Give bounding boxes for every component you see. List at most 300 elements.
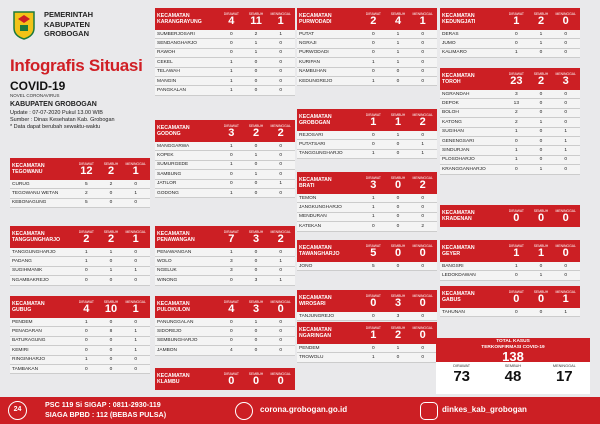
village-sembuh: 0 (254, 88, 258, 94)
district-name: KECAMATAN GEYER (442, 244, 475, 257)
village-row (440, 165, 580, 174)
village-sembuh: 0 (254, 181, 258, 187)
village-name: KEBONAGUNG (12, 200, 47, 206)
village-meninggal: 0 (421, 78, 425, 84)
village-dirawat: 0 (230, 153, 233, 159)
dirawat-label: DIRAWAT (365, 325, 381, 330)
district-name: KECAMATAN PENAWANGAN (157, 230, 195, 243)
village-meninggal: 0 (134, 366, 138, 372)
village-name: TANGGUNGHARJO (12, 249, 56, 255)
village-dirawat: 0 (372, 69, 375, 75)
district-table (440, 240, 580, 281)
village-meninggal: 1 (134, 191, 138, 197)
village-dirawat: 13 (513, 101, 519, 107)
village-dirawat: 1 (230, 190, 233, 196)
district-dirawat-total: 3 (228, 126, 235, 139)
total-cases-panel (436, 338, 590, 394)
village-sembuh: 0 (539, 110, 543, 116)
district-meninggal-total: 2 (419, 178, 426, 191)
district-sembuh-total: 3 (252, 232, 260, 245)
village-row (155, 327, 295, 336)
village-name: PENAWANGAN (157, 249, 192, 255)
village-name: KOPEK (157, 153, 174, 159)
village-row (440, 271, 580, 280)
village-row (155, 170, 295, 179)
village-sembuh: 0 (109, 357, 113, 363)
village-meninggal: 2 (421, 223, 425, 229)
district-meninggal-total: 2 (277, 232, 284, 245)
village-name: SUGIHMANIK (12, 268, 43, 274)
sembuh-label: SEMBUH (390, 243, 406, 248)
village-dirawat: 0 (230, 181, 233, 187)
village-row (155, 30, 295, 39)
village-dirawat: 1 (515, 157, 518, 163)
village-dirawat: 0 (230, 277, 233, 283)
village-dirawat: 0 (515, 273, 518, 279)
village-meninggal: 0 (134, 277, 138, 283)
village-meninggal: 0 (134, 200, 138, 206)
footer-contacts (45, 400, 166, 420)
village-sembuh: 0 (539, 309, 543, 315)
district-sembuh-total: 0 (537, 211, 545, 224)
district-table (297, 8, 437, 86)
village-sembuh: 0 (109, 191, 113, 197)
district-sembuh-total: 10 (104, 302, 118, 315)
district-sembuh-total: 0 (252, 374, 260, 387)
village-dirawat: 0 (230, 319, 233, 325)
village-row (155, 346, 295, 355)
village-row (155, 337, 295, 346)
district-header (297, 172, 437, 194)
village-meninggal: 1 (134, 329, 138, 335)
district-header (297, 290, 437, 312)
village-dirawat: 0 (515, 166, 518, 172)
district-meninggal-total: 1 (277, 14, 284, 27)
village-sembuh: 0 (396, 69, 400, 75)
village-sembuh: 2 (109, 181, 113, 187)
village-sembuh: 0 (539, 157, 543, 163)
kabupaten-label: KABUPATEN GROBOGAN (10, 101, 97, 108)
district-dirawat-total: 23 (510, 74, 523, 87)
district-table (155, 8, 295, 96)
village-row (155, 189, 295, 198)
village-dirawat: 0 (515, 31, 518, 37)
village-meninggal: 1 (134, 338, 138, 344)
district-dirawat-total: 4 (228, 14, 235, 27)
sembuh-label: SEMBUH (533, 289, 549, 294)
village-row (440, 262, 580, 271)
village-meninggal: 0 (421, 41, 425, 47)
district-dirawat-total: 2 (83, 232, 90, 245)
village-sembuh: 0 (109, 347, 113, 353)
village-meninggal: 0 (134, 181, 138, 187)
district-name: KECAMATAN KARANGRAYUNG (157, 12, 202, 25)
village-name: JANGKUNGHARJO (299, 205, 342, 211)
district-dirawat-total: 1 (370, 115, 377, 128)
website-link[interactable]: corona.grobogan.go.id (260, 405, 348, 414)
district-meninggal-total: 0 (562, 246, 569, 259)
district-table (297, 172, 437, 232)
village-name: JAMBON (157, 347, 177, 353)
village-dirawat: 0 (372, 223, 375, 229)
district-name: KECAMATAN GABUS (442, 290, 475, 303)
dirawat-label: DIRAWAT (78, 229, 94, 234)
village-dirawat: 0 (230, 338, 233, 344)
village-row (155, 257, 295, 266)
village-row (155, 180, 295, 189)
village-sembuh: 0 (396, 223, 400, 229)
village-dirawat: 2 (515, 119, 518, 125)
district-meninggal-total: 0 (562, 211, 569, 224)
village-name: BOLOH (442, 110, 459, 116)
district-table (297, 322, 437, 363)
village-name: TEMON (299, 195, 317, 201)
village-name: KRANGGANHARJO (442, 166, 486, 172)
village-row (440, 308, 580, 317)
village-name: SINDURJAN (442, 148, 470, 154)
village-row (10, 327, 150, 336)
village-sembuh: 1 (396, 345, 400, 351)
district-table (10, 226, 150, 286)
meninggal-label: MENINGGAL (412, 243, 433, 248)
total-dirawat-label: DIRAWAT (453, 364, 471, 368)
village-name: PADANG (12, 259, 32, 265)
sembuh-label: SEMBUH (248, 123, 264, 128)
grobogan-crest-icon (12, 10, 36, 40)
district-name: KECAMATAN GROBOGAN (299, 113, 332, 126)
village-dirawat: 0 (230, 171, 233, 177)
village-sembuh: 0 (254, 78, 258, 84)
village-name: GENENGSARI (442, 138, 474, 144)
meninggal-label: MENINGGAL (555, 243, 576, 248)
meninggal-label: MENINGGAL (555, 208, 576, 213)
village-row (440, 49, 580, 58)
village-row (440, 109, 580, 118)
district-sembuh-total: 2 (252, 126, 260, 139)
village-sembuh: 0 (254, 329, 258, 335)
village-name: RINGINHARJO (12, 357, 46, 363)
village-dirawat: 0 (230, 329, 233, 335)
village-row (10, 189, 150, 198)
village-meninggal: 0 (279, 268, 283, 274)
village-meninggal: 0 (564, 157, 568, 163)
village-dirawat: 1 (230, 162, 233, 168)
village-row (440, 39, 580, 48)
district-meninggal-total: 2 (277, 126, 284, 139)
village-dirawat: 1 (372, 78, 375, 84)
sembuh-label: SEMBUH (103, 299, 119, 304)
village-dirawat: 1 (230, 88, 233, 94)
village-meninggal: 0 (279, 162, 283, 168)
village-meninggal: 0 (421, 132, 425, 138)
district-name: KECAMATAN TAWANGHARJO (299, 244, 340, 257)
district-meninggal-total: 1 (132, 164, 139, 177)
village-sembuh: 1 (539, 273, 543, 279)
psc-line: PSC 119 Si SIGAP : 0811-2930-119 (45, 400, 161, 409)
village-name: MANGGARWA (157, 143, 190, 149)
district-dirawat-total: 1 (513, 14, 520, 27)
village-name: TANGGUNGHARJO (299, 151, 343, 157)
district-header (155, 296, 295, 318)
village-sembuh: 0 (539, 148, 543, 154)
village-sembuh: 0 (254, 347, 258, 353)
village-row (297, 39, 437, 48)
total-title: TOTAL KASUS TERKONFIRMASI COVID-19 (481, 339, 545, 350)
village-row (10, 180, 150, 189)
sembuh-label: SEMBUH (390, 325, 406, 330)
district-meninggal-total: 1 (132, 232, 139, 245)
district-name: KECAMATAN NGARINGAN (299, 326, 332, 339)
village-meninggal: 0 (279, 319, 283, 325)
village-name: DERAS (442, 31, 459, 37)
village-meninggal: 0 (279, 153, 283, 159)
village-name: RAWOH (157, 50, 176, 56)
village-name: MANGIN (157, 78, 177, 84)
village-sembuh: 0 (539, 129, 543, 135)
village-sembuh: 0 (109, 259, 113, 265)
district-meninggal-total: 0 (419, 246, 426, 259)
meninggal-label: MENINGGAL (270, 123, 291, 128)
village-dirawat: 1 (372, 59, 375, 65)
village-row (297, 312, 437, 321)
village-sembuh: 0 (254, 249, 258, 255)
village-meninggal: 1 (564, 138, 568, 144)
village-dirawat: 0 (372, 142, 375, 148)
village-meninggal: 0 (279, 41, 283, 47)
village-sembuh: 0 (254, 268, 258, 274)
district-dirawat-total: 2 (370, 14, 377, 27)
dirawat-label: DIRAWAT (508, 11, 524, 16)
village-sembuh: 1 (254, 41, 258, 47)
meninggal-label: MENINGGAL (412, 325, 433, 330)
village-dirawat: 1 (372, 195, 375, 201)
district-sembuh-total: 1 (537, 246, 545, 259)
village-meninggal: 0 (279, 143, 283, 149)
district-name: KECAMATAN TEGOWANU (12, 162, 45, 175)
village-sembuh: 0 (109, 277, 113, 283)
village-dirawat: 3 (230, 259, 233, 265)
village-sembuh: 8 (109, 329, 113, 335)
footer-bar (0, 397, 600, 424)
village-row (10, 365, 150, 374)
district-dirawat-total: 0 (513, 292, 520, 305)
village-name: TAHUNAN (442, 309, 465, 315)
village-name: TANJUNGREJO (299, 313, 335, 319)
village-row (10, 356, 150, 365)
village-row (155, 151, 295, 160)
village-sembuh: 3 (254, 277, 258, 283)
village-meninggal: 0 (279, 59, 283, 65)
sembuh-label: SEMBUH (390, 293, 406, 298)
village-name: PANGKALAN (157, 88, 186, 94)
village-name: SAMBUNG (157, 171, 182, 177)
village-meninggal: 0 (421, 313, 425, 319)
village-dirawat: 1 (230, 249, 233, 255)
village-sembuh: 1 (396, 50, 400, 56)
village-row (297, 49, 437, 58)
village-dirawat: 5 (85, 200, 88, 206)
district-header (440, 68, 580, 90)
village-meninggal: 0 (421, 214, 425, 220)
district-sembuh-total: 1 (394, 115, 402, 128)
village-meninggal: 0 (421, 355, 425, 361)
village-name: NGRAJI (299, 41, 317, 47)
village-name: WINONG (157, 277, 178, 283)
village-dirawat: 0 (515, 41, 518, 47)
village-row (10, 276, 150, 285)
village-dirawat: 4 (230, 347, 233, 353)
district-table (297, 109, 437, 159)
district-header (155, 368, 295, 390)
total-sembuh-label: SEMBUH (504, 364, 522, 368)
village-row (10, 248, 150, 257)
village-row (10, 267, 150, 276)
dirawat-label: DIRAWAT (365, 243, 381, 248)
total-value: 138 (502, 349, 524, 365)
district-header (155, 120, 295, 142)
village-sembuh: 0 (396, 355, 400, 361)
village-name: NAMBUHAN (299, 69, 327, 75)
village-name: KEMIRI (12, 347, 29, 353)
district-header (440, 205, 580, 227)
village-sembuh: 3 (396, 313, 400, 319)
village-dirawat: 0 (230, 50, 233, 56)
village-meninggal: 0 (421, 195, 425, 201)
village-sembuh: 1 (539, 31, 543, 37)
village-row (10, 346, 150, 355)
village-sembuh: 1 (109, 268, 113, 274)
district-table (440, 286, 580, 317)
sembuh-label: SEMBUH (248, 229, 264, 234)
village-dirawat: 5 (85, 181, 88, 187)
village-name: TEGOWANU WETAN (12, 191, 59, 197)
village-name: PUTAT (299, 31, 315, 37)
village-row (155, 318, 295, 327)
district-meninggal-total: 2 (419, 115, 426, 128)
total-dirawat: 73 (453, 368, 470, 385)
district-header (297, 240, 437, 262)
village-row (440, 118, 580, 127)
village-dirawat: 0 (85, 268, 88, 274)
meninggal-label: MENINGGAL (412, 175, 433, 180)
village-meninggal: 1 (279, 31, 283, 37)
village-row (440, 90, 580, 99)
village-name: TROWOLU (299, 355, 324, 361)
district-meninggal-total: 0 (419, 328, 426, 341)
village-sembuh: 0 (109, 338, 113, 344)
sembuh-label: SEMBUH (103, 161, 119, 166)
district-table (10, 158, 150, 208)
village-name: LEDOKDAWAN (442, 273, 476, 279)
village-dirawat: 0 (515, 138, 518, 144)
district-meninggal-total: 1 (132, 302, 139, 315)
total-meninggal: 17 (555, 368, 573, 385)
district-sembuh-total: 3 (394, 296, 402, 309)
village-row (297, 30, 437, 39)
village-dirawat: 1 (372, 205, 375, 211)
meninggal-label: MENINGGAL (412, 11, 433, 16)
district-dirawat-total: 12 (80, 164, 93, 177)
village-sembuh: 1 (109, 249, 113, 255)
village-meninggal: 1 (564, 309, 568, 315)
village-row (155, 276, 295, 285)
village-sembuh: 0 (254, 259, 258, 265)
village-meninggal: 0 (134, 259, 138, 265)
village-meninggal: 1 (279, 277, 283, 283)
village-sembuh: 1 (396, 31, 400, 37)
sembuh-label: SEMBUH (533, 71, 549, 76)
village-sembuh: 0 (396, 195, 400, 201)
village-dirawat: 1 (372, 151, 375, 157)
district-sembuh-total: 11 (250, 14, 262, 27)
village-meninggal: 0 (421, 50, 425, 56)
village-meninggal: 0 (421, 345, 425, 351)
village-meninggal: 0 (564, 263, 568, 269)
meninggal-label: MENINGGAL (555, 71, 576, 76)
village-name: SIDOREJO (157, 329, 182, 335)
district-sembuh-total: 2 (107, 232, 115, 245)
meninggal-label: MENINGGAL (270, 371, 291, 376)
village-meninggal: 1 (564, 148, 568, 154)
village-name: BATURAGUNG (12, 338, 46, 344)
village-dirawat: 1 (230, 69, 233, 75)
village-row (297, 68, 437, 77)
meninggal-label: MENINGGAL (270, 11, 291, 16)
instagram-handle[interactable]: dinkes_kab_grobogan (442, 405, 527, 414)
district-header (155, 226, 295, 248)
village-meninggal: 0 (134, 249, 138, 255)
district-header (10, 226, 150, 248)
district-meninggal-total: 0 (562, 14, 569, 27)
district-header (440, 240, 580, 262)
district-name: KECAMATAN PURWODADI (299, 12, 332, 25)
village-meninggal: 0 (279, 69, 283, 75)
district-name: KECAMATAN WIROSARI (299, 294, 332, 307)
village-meninggal: 0 (421, 263, 425, 269)
village-name: NGAMBAKREJO (12, 277, 49, 283)
district-name: KECAMATAN TANGGUNGHARJO (12, 230, 61, 243)
village-name: SUMURGEDE (157, 162, 189, 168)
village-row (297, 203, 437, 212)
district-dirawat-total: 0 (370, 296, 377, 309)
village-sembuh: 0 (539, 50, 543, 56)
sembuh-label: SEMBUH (533, 208, 549, 213)
village-dirawat: 1 (85, 357, 88, 363)
village-name: KEDUNGREJO (299, 78, 333, 84)
village-name: NGRANDAH (442, 91, 470, 97)
update-info: Update : 07-07-2020 Pukul 13.00 WIB Sumber : Dinas Kesehatan Kab. Grobogan * Data dapat berubah sewaktu-waktu (10, 110, 115, 130)
district-header (155, 8, 295, 30)
village-meninggal: 0 (564, 41, 568, 47)
sembuh-label: SEMBUH (533, 11, 549, 16)
village-dirawat: 1 (372, 355, 375, 361)
village-name: JUMO (442, 41, 456, 47)
village-name: MENDURAN (299, 214, 327, 220)
sembuh-label: SEMBUH (248, 371, 264, 376)
village-sembuh: 0 (109, 366, 113, 372)
village-dirawat: 0 (85, 366, 88, 372)
district-sembuh-total: 3 (252, 302, 260, 315)
village-meninggal: 1 (279, 181, 283, 187)
village-row (155, 267, 295, 276)
village-row (440, 30, 580, 39)
district-table (155, 296, 295, 356)
meninggal-label: MENINGGAL (412, 293, 433, 298)
district-table (440, 205, 580, 227)
village-row (297, 344, 437, 353)
bpbd-line: SIAGA BPBD : 112 (BEBAS PULSA) (45, 410, 167, 419)
village-name: GODONG (157, 190, 179, 196)
